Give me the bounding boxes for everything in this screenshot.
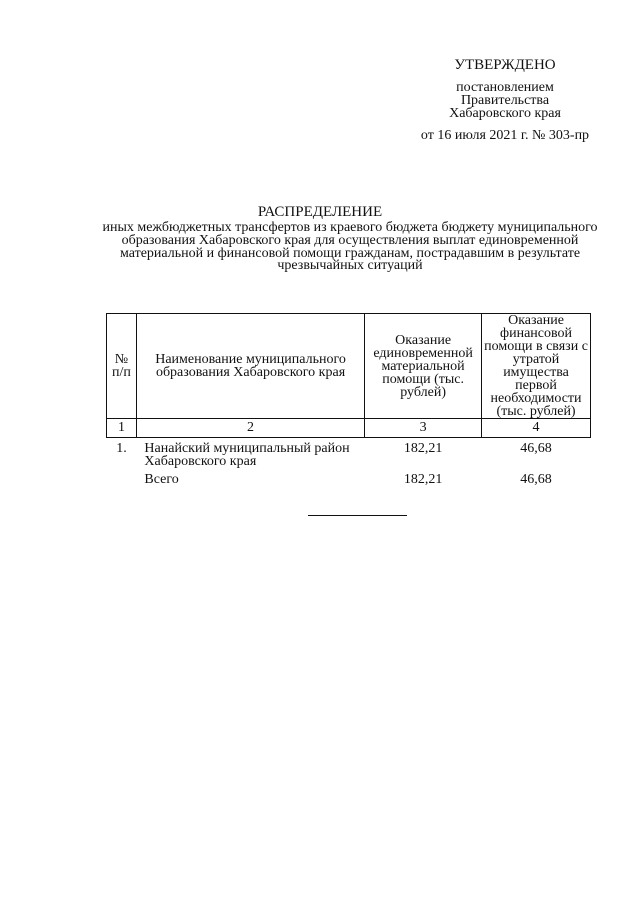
column-number-4: 4 [482, 419, 591, 438]
approval-date-line: от 16 июля 2021 г. № 303-пр [420, 128, 590, 143]
document-subtitle: иных межбюджетных трансфертов из краевого бюджета бюджету муниципального образования Хабаровского края для осуществления выплат единовременной материальной и финансовой помощи гражданам, пострадавшим в результате чрезвычайных ситуаций [102, 220, 598, 274]
total-number-cell [107, 474, 137, 487]
column-number-3: 3 [365, 419, 482, 438]
total-material-aid-value: 182,21 [403, 472, 443, 487]
row-material-aid-value: 182,21 [403, 441, 443, 456]
approval-line-2: Правительства [460, 93, 550, 108]
row-municipality-name: Нанайский муниципальный район Хабаровского края [144, 441, 350, 469]
table-header-row [107, 314, 591, 419]
approval-block [405, 56, 605, 142]
approval-line-1: постановлением [456, 80, 554, 95]
row-number: 1. [116, 441, 127, 456]
header-financial-aid: Оказание финансовой помощи в связи с утратой имущества первой необходимости (тыс. рублей) [482, 314, 591, 419]
header-material-aid: Оказание единовременной материальной помощи (тыс. рублей) [365, 314, 482, 419]
document-title: РАСПРЕДЕЛЕНИЕ [257, 204, 383, 220]
total-label: Всего [144, 472, 179, 487]
row-financial-aid-value: 46,68 [520, 441, 552, 456]
total-financial-aid-value: 46,68 [520, 472, 552, 487]
header-municipality-name: Наименование муниципального образования Хабаровского края [136, 314, 364, 419]
end-divider [308, 515, 407, 516]
column-number-1: 1 [107, 419, 137, 438]
distribution-table [106, 313, 591, 487]
approval-heading: УТВЕРЖДЕНО [454, 57, 556, 73]
column-number-2: 2 [136, 419, 364, 438]
column-numbers-row [107, 419, 591, 438]
table-row [107, 438, 591, 475]
total-row [107, 474, 591, 487]
header-number: № п/п [107, 314, 137, 419]
approval-line-3: Хабаровского края [449, 106, 561, 121]
